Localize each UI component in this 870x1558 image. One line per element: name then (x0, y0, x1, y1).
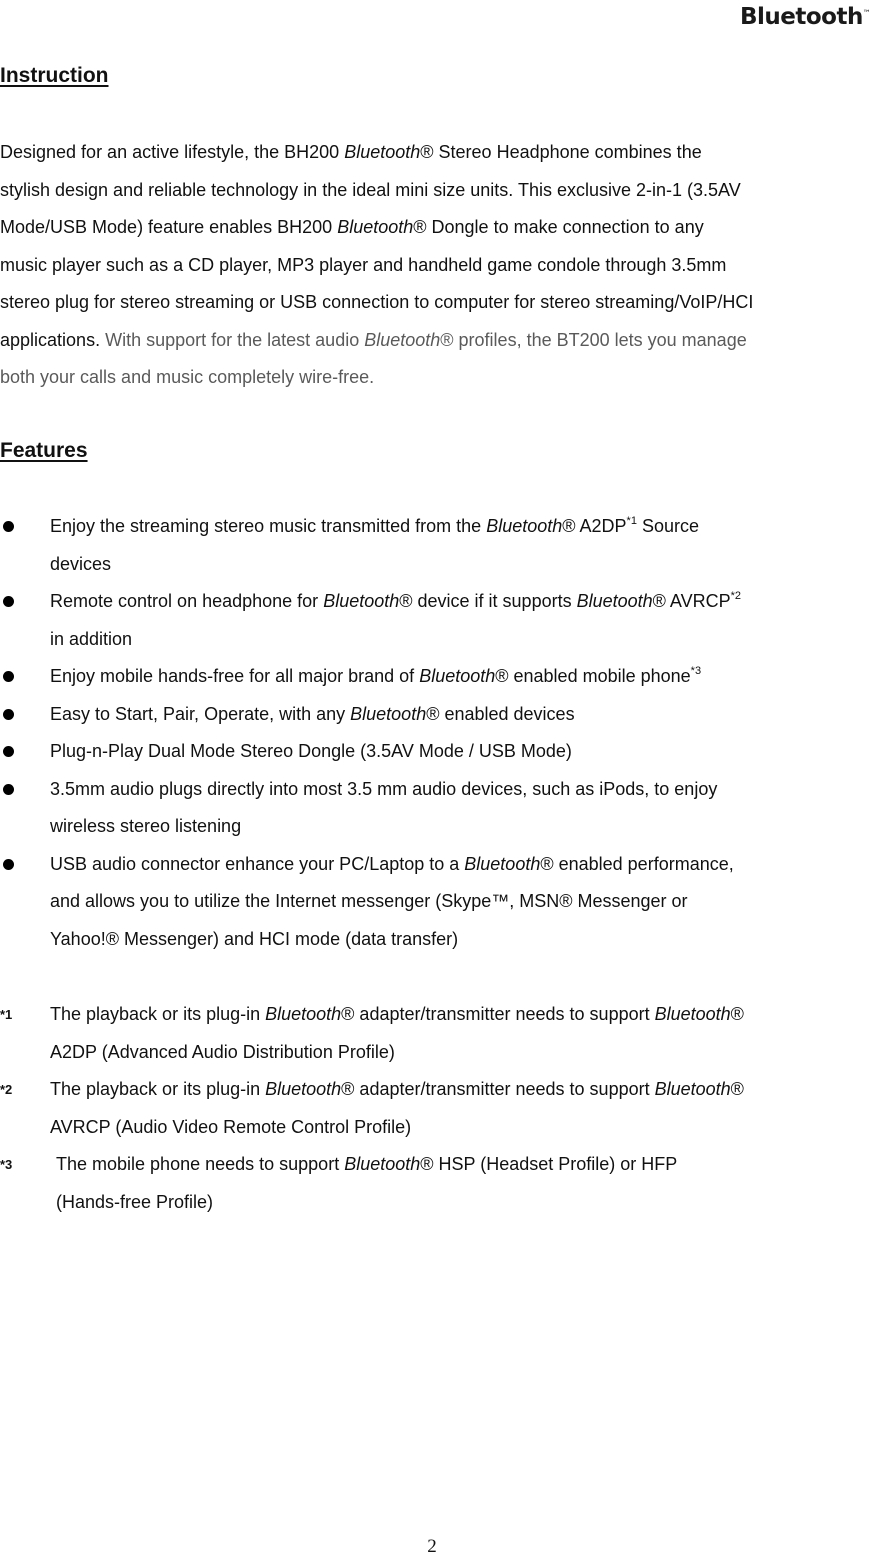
bullet-icon (3, 596, 14, 607)
feature-item: Easy to Start, Pair, Operate, with any Bluetooth® enabled devices (0, 696, 864, 734)
footnote: *3 The mobile phone needs to support Bluetooth® HSP (Headset Profile) or HFP (Hands-free Profile) (0, 1146, 864, 1221)
intro-line: applications. With support for the latest audio Bluetooth® profiles, the BT200 lets you manage (0, 329, 747, 350)
footnote-mark: *2 (0, 1082, 13, 1097)
bullet-icon (3, 521, 14, 532)
intro-line: both your calls and music completely wire-free. (0, 367, 375, 387)
bullet-icon (3, 709, 14, 720)
intro-line: Designed for an active lifestyle, the BH200 Bluetooth® Stereo Headphone combines the (0, 142, 702, 162)
feature-item: Remote control on headphone for Bluetooth® device if it supports Bluetooth® AVRCP$^{*2}$ in addition (0, 583, 864, 658)
feature-item: Plug-n-Play Dual Mode Stereo Dongle (3.5AV Mode / USB Mode) (0, 733, 864, 771)
intro-line: music player such as a CD player, MP3 player and handheld game condole through 3.5mm (0, 254, 727, 275)
intro-line: stylish design and reliable technology in the ideal mini size units. This exclusive 2-in-1 (3.5AV (0, 179, 741, 200)
footnote: *2 The playback or its plug-in Bluetooth® adapter/transmitter needs to support Bluetooth® AVRCP (Audio Video Remote Control Profile) (0, 1071, 864, 1146)
bullet-icon (3, 784, 14, 795)
feature-item: USB audio connector enhance your PC/Laptop to a Bluetooth® enabled performance, and allows you to utilize the Internet messenger (Skype™, MSN® Messenger or Yahoo!® Messenger) and HCI mode (data transfer) (0, 846, 864, 959)
bullet-icon (3, 859, 14, 870)
intro-line: Mode/USB Mode) feature enables BH200 Bluetooth® Dongle to make connection to any (0, 217, 704, 237)
logo-wordmark: Bluetooth™ (740, 3, 870, 30)
feature-item: 3.5mm audio plugs directly into most 3.5 mm audio devices, such as iPods, to enjoy wireless stereo listening (0, 771, 864, 846)
feature-item: Enjoy mobile hands-free for all major brand of Bluetooth® enabled mobile phone$^{*3}$ (0, 658, 864, 696)
features-list (0, 508, 864, 958)
page-number: 2 (427, 1536, 437, 1557)
bluetooth-logo (736, 0, 870, 34)
intro-line: stereo plug for stereo streaming or USB connection to computer for stereo streaming/VoIP/HCI (0, 292, 754, 312)
footnote-mark: *3 (0, 1157, 13, 1172)
feature-item: Enjoy the streaming stereo music transmitted from the Bluetooth® A2DP$^{*1}$ Source devices (0, 508, 864, 583)
instruction-paragraph (0, 134, 864, 397)
bullet-icon (3, 671, 14, 682)
features-heading: Features (0, 439, 88, 462)
bullet-icon (3, 746, 14, 757)
footnote: *1 The playback or its plug-in Bluetooth® adapter/transmitter needs to support Bluetooth® A2DP (Advanced Audio Distribution Profile) (0, 996, 864, 1071)
instruction-heading: Instruction (0, 64, 109, 87)
footnotes (0, 996, 864, 1221)
footnote-mark: *1 (0, 1007, 13, 1022)
